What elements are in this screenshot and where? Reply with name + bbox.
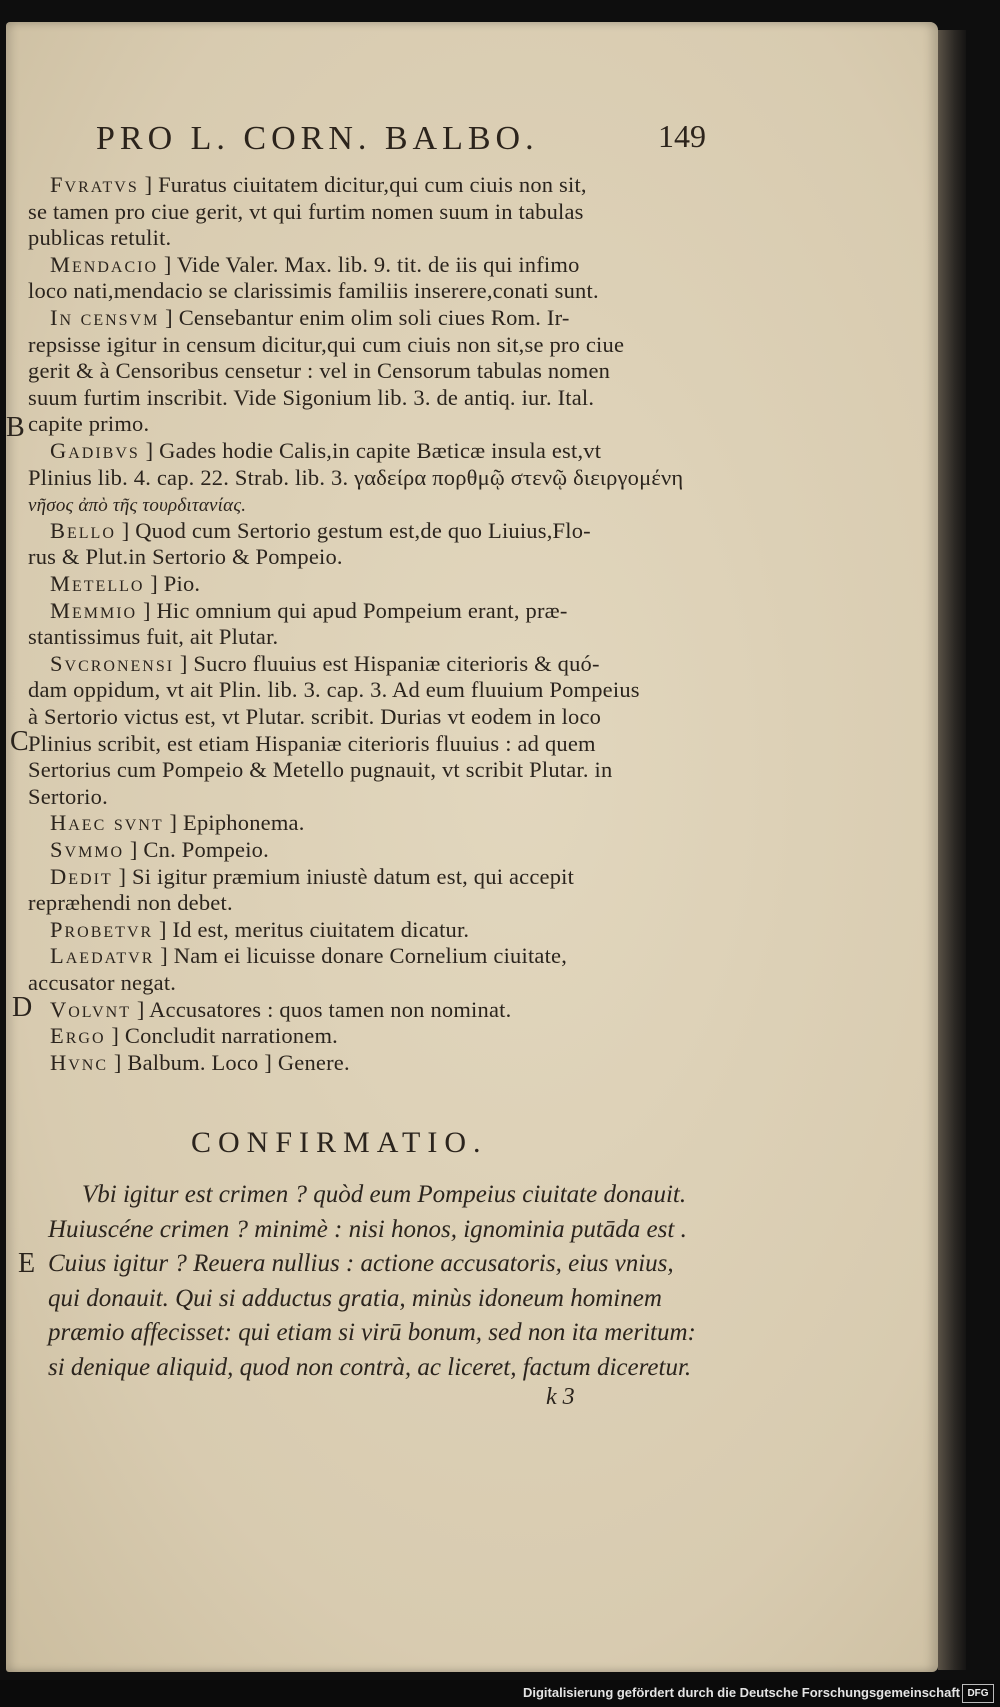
note-line <box>50 943 567 969</box>
note-text: Plinius lib. 4. cap. 22. Strab. lib. 3. γαδείρα πορθμῷ στενῷ διειργομένη <box>28 464 684 490</box>
note-text: ] Gades hodie Calis,in capite Bæticæ insula est,vt <box>139 438 602 463</box>
note-text: ] Vide Valer. Max. lib. 9. tit. de iis qui infimo <box>158 251 580 277</box>
text-line: præmio affecisset: qui etiam si virū bonum, sed non ita meritum: <box>48 1319 696 1346</box>
note-text: loco nati,mendacio se clarissimis familiis inserere,conati sunt. <box>28 278 599 304</box>
note-lemma: Bello <box>50 517 116 543</box>
note-text: ] Pio. <box>144 571 201 596</box>
note-line <box>28 704 601 730</box>
note-line <box>50 917 469 943</box>
note-text: Sertorius cum Pompeio & Metello pugnauit, vt scribit Plutar. in <box>28 757 613 783</box>
note-lemma: Memmio <box>50 597 138 623</box>
funding-credit: Digitalisierung gefördert durch die Deutsche Forschungsgemeinschaft <box>522 1685 960 1700</box>
note-line <box>50 252 580 278</box>
note-lemma: Svmmo <box>50 837 125 862</box>
note-text: se tamen pro ciue gerit, vt qui furtim nomen suum in tabulas <box>28 198 584 224</box>
note-text: repsisse igitur in censum dicitur,qui cum ciuis non sit,se pro ciue <box>28 331 625 357</box>
note-line <box>50 438 601 464</box>
note-line <box>28 199 584 225</box>
note-text: publicas retulit. <box>28 225 172 251</box>
note-line <box>28 465 683 491</box>
note-text: ] Hic omnium qui apud Pompeium erant, præ- <box>137 597 568 623</box>
note-line <box>28 544 343 570</box>
note-text: ] Id est, meritus ciuitatem dicatur. <box>153 916 470 942</box>
note-text: ] Cn. Pompeio. <box>124 837 269 862</box>
note-line <box>50 571 200 597</box>
note-line <box>50 1050 350 1076</box>
note-text: à Sertorio victus est, vt Plutar. scribit. Durias vt eodem in loco <box>28 704 602 729</box>
note-lemma: Hvnc <box>50 1049 109 1075</box>
note-line <box>50 997 511 1023</box>
section-title: CONFIRMATIO. <box>191 1126 488 1159</box>
running-title: PRO L. CORN. BALBO. <box>96 120 539 157</box>
note-line <box>50 651 600 677</box>
note-line <box>28 757 612 783</box>
note-line <box>50 837 269 863</box>
note-text: ] Nam ei licuisse donare Cornelium ciuitate, <box>154 943 568 969</box>
note-text: ] Censebantur enim olim soli ciues Rom. Ir- <box>159 305 570 330</box>
margin-letter-d: D <box>12 992 33 1023</box>
note-line <box>50 1023 338 1049</box>
note-line <box>28 358 610 384</box>
note-text: rus & Plut.in Sertorio & Pompeio. <box>28 544 343 570</box>
note-text: ] Epiphonema. <box>163 810 305 836</box>
note-line <box>28 411 149 437</box>
note-line <box>28 278 599 304</box>
note-line <box>28 491 246 519</box>
note-line <box>28 784 108 810</box>
page-edge <box>938 30 966 1670</box>
note-line <box>28 677 640 703</box>
note-lemma: Ergo <box>50 1023 106 1049</box>
note-text: ] Furatus ciuitatem dicitur,qui cum ciuis non sit, <box>138 172 587 197</box>
page-number: 149 <box>658 118 706 154</box>
note-line <box>28 225 171 251</box>
note-line <box>50 864 574 890</box>
book-page <box>6 22 938 1672</box>
note-text: ] Quod cum Sertorio gestum est,de quo Liuius,Flo- <box>115 517 591 543</box>
note-text: ] Sucro fluuius est Hispaniæ citerioris & quó- <box>174 650 600 676</box>
note-line <box>28 970 176 996</box>
note-line <box>50 172 587 198</box>
note-lemma: Svcronensi <box>50 650 175 676</box>
note-lemma: Fvratvs <box>50 172 139 197</box>
note-line <box>28 890 233 916</box>
note-lemma: Mendacio <box>50 251 158 277</box>
margin-letter-c: C <box>10 726 29 757</box>
note-text: Sertorio. <box>28 783 108 809</box>
note-text: ] Balbum. Loco ] Genere. <box>108 1049 350 1075</box>
note-text: ] Si igitur præmium iniustè datum est, qui accepit <box>112 863 575 889</box>
note-line <box>50 598 568 624</box>
note-lemma: Laedatvr <box>50 943 155 969</box>
note-text: stantissimus fuit, ait Plutar. <box>28 624 279 650</box>
note-text: accusator negat. <box>28 970 177 995</box>
note-line <box>50 518 591 544</box>
note-lemma: Probetvr <box>50 916 154 942</box>
note-lemma: Metello <box>50 571 145 596</box>
footer-bar <box>0 1680 1000 1707</box>
text-line: qui donauit. Qui si adductus gratia, minùs idoneum hominem <box>48 1284 662 1312</box>
note-text: ] Accusatores : quos tamen non nominat. <box>131 996 512 1022</box>
note-text: ] Concludit narrationem. <box>105 1023 338 1049</box>
text-line: Cuius igitur ? Reuera nullius : actione accusatoris, eius vnius, <box>48 1250 674 1277</box>
margin-letter-b: B <box>6 412 25 443</box>
note-lemma: Dedit <box>50 863 113 889</box>
dfg-logo: DFG <box>962 1684 994 1703</box>
note-lemma: Volvnt <box>50 996 131 1022</box>
note-text: suum furtim inscribit. Vide Sigonium lib. 3. de antiq. iur. Ital. <box>28 384 595 410</box>
note-line <box>28 731 596 757</box>
note-line <box>28 332 624 358</box>
note-text: capite primo. <box>28 411 150 437</box>
note-text: repræhendi non debet. <box>28 890 233 916</box>
note-line <box>50 810 305 836</box>
note-lemma: Gadibvs <box>50 438 140 463</box>
note-text: dam oppidum, vt ait Plin. lib. 3. cap. 3. Ad eum fluuium Pompeius <box>28 677 640 703</box>
note-line <box>50 305 570 331</box>
note-text: νῆσος ἀπὸ τῆς τουρδιτανίας. <box>28 495 247 517</box>
note-lemma: In censvm <box>50 305 160 330</box>
text-line: si denique aliquid, quod non contrà, ac liceret, factum diceretur. <box>48 1353 692 1381</box>
signature-mark: k 3 <box>546 1384 575 1410</box>
text-line: Huiuscéne crimen ? minimè : nisi honos, ignominia putāda est . <box>48 1215 687 1243</box>
note-line <box>28 385 594 411</box>
note-text: gerit & à Censoribus censetur : vel in Censorum tabulas nomen <box>28 358 611 384</box>
note-lemma: Haec svnt <box>50 810 164 836</box>
note-text: Plinius scribit, est etiam Hispaniæ citerioris fluuius : ad quem <box>28 730 596 756</box>
margin-letter-e: E <box>18 1248 36 1279</box>
note-line <box>28 624 278 650</box>
text-line: Vbi igitur est crimen ? quòd eum Pompeius ciuitate donauit. <box>82 1181 687 1208</box>
